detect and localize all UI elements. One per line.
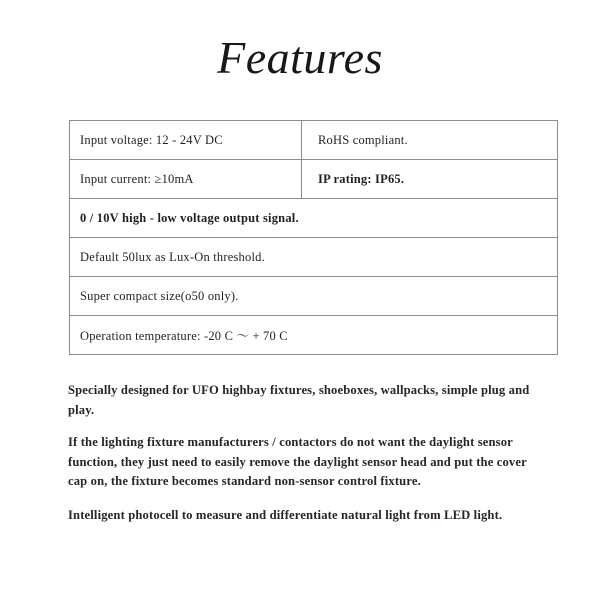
table-row (70, 199, 558, 238)
table-row (70, 316, 558, 355)
spec-input-voltage: Input voltage: 12 - 24V DC (70, 121, 302, 160)
table-row (70, 121, 558, 160)
table-row (70, 238, 558, 277)
spec-ip-rating: IP rating: IP65. (302, 160, 558, 199)
spec-rohs-compliance: RoHS compliant. (302, 121, 558, 160)
spec-operating-temperature: Operation temperature: -20 C ～ + 70 C (70, 316, 558, 355)
note-application: Specially designed for UFO highbay fixtures, shoeboxes, wallpacks, simple plug and play. (68, 383, 530, 417)
note-photocell: Intelligent photocell to measure and differentiate natural light from LED light. (68, 507, 503, 522)
specifications-table (69, 120, 558, 355)
note-sensor-removal: If the lighting fixture manufacturers / contactors do not want the daylight sensor function, they just need to easily remove the daylight sensor head and put the cover cap on, the fixture becomes standard non-sensor control fixture. (68, 435, 527, 488)
spec-compact-size: Super compact size(o50 only). (70, 277, 558, 316)
spec-lux-threshold: Default 50lux as Lux-On threshold. (70, 238, 558, 277)
spec-output-signal: 0 / 10V high - low voltage output signal. (70, 199, 558, 238)
page-title: Features (217, 32, 383, 83)
table-row (70, 277, 558, 316)
spec-input-current: Input current: ≥10mA (70, 160, 302, 199)
specifications-table-body (70, 121, 558, 355)
notes-section (68, 381, 546, 525)
table-row (70, 160, 558, 199)
